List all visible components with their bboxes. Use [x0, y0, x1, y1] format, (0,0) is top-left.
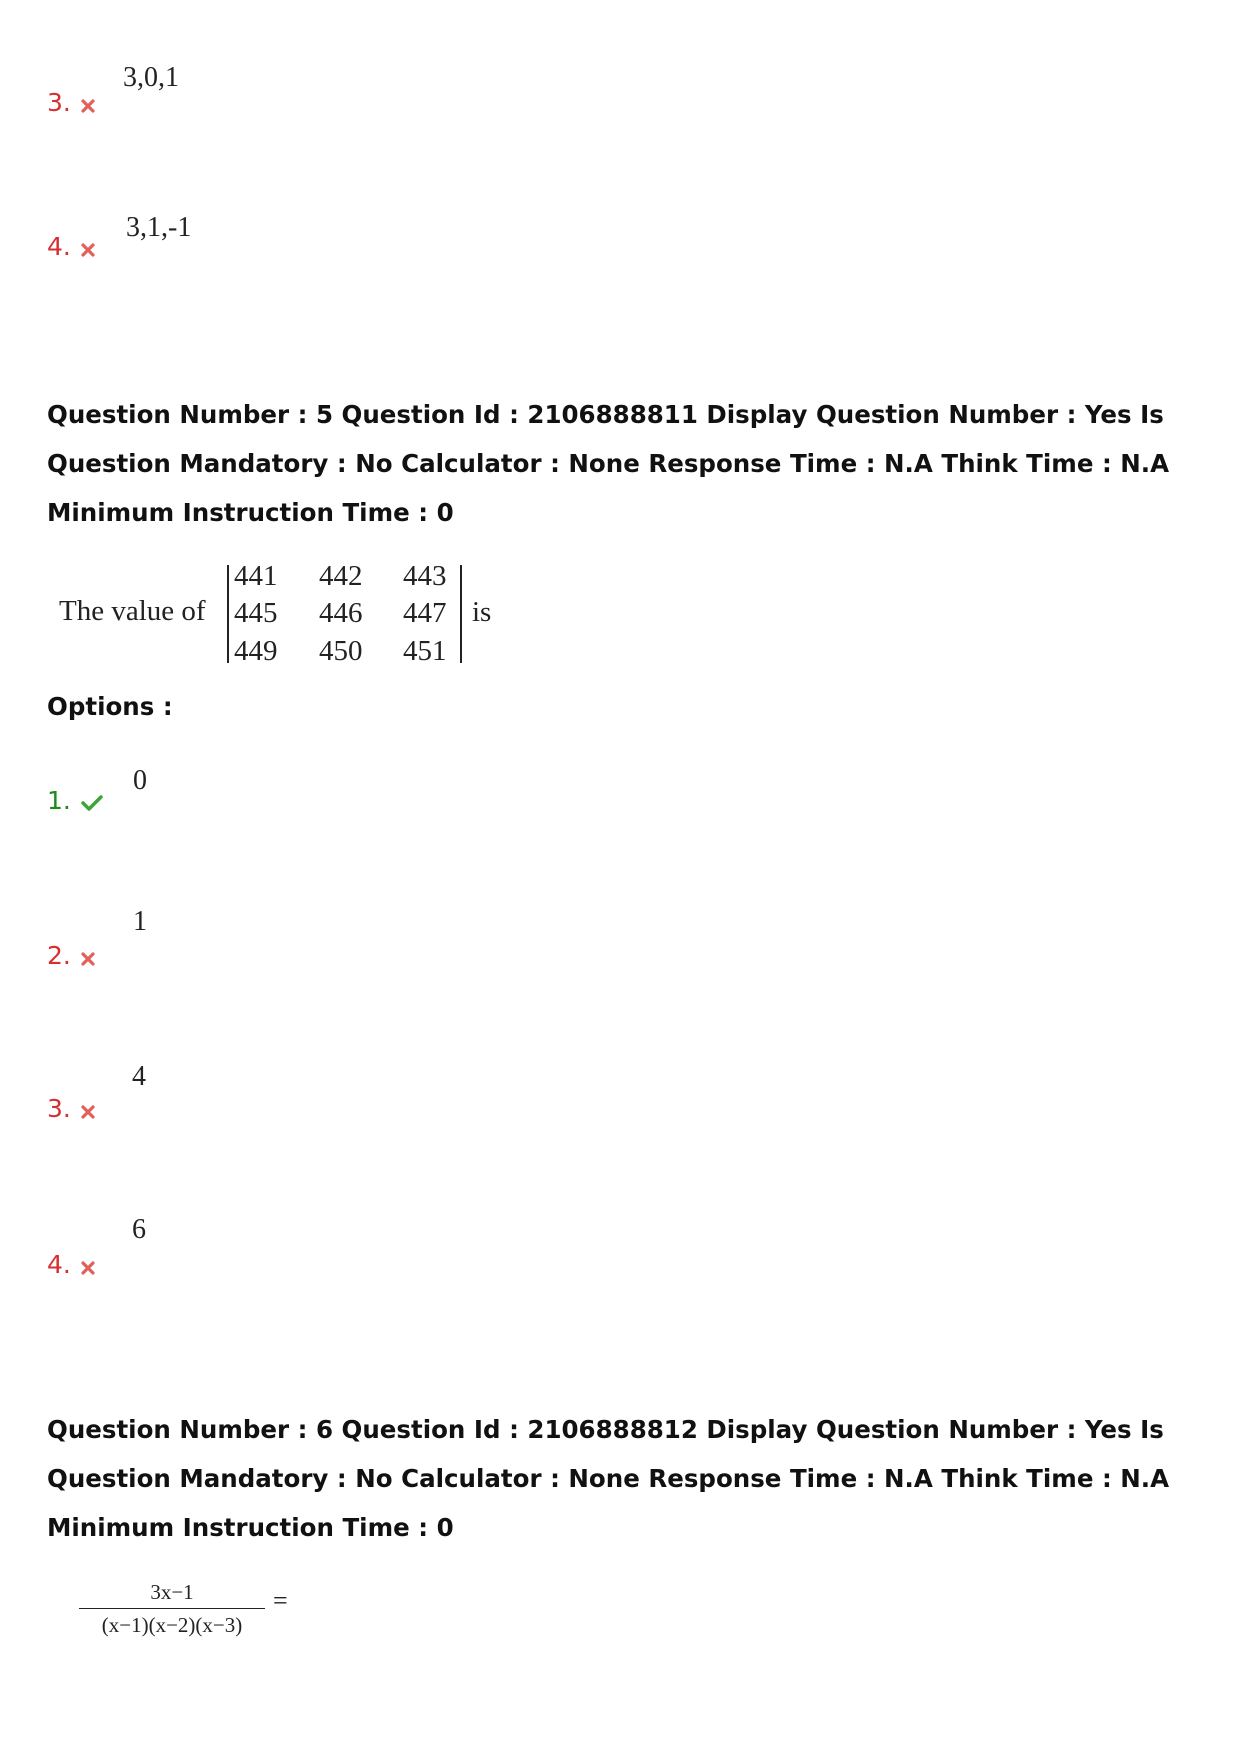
option-value: 3,0,1 [123, 62, 179, 93]
equals-sign: = [273, 1586, 288, 1615]
matrix-cell: 442 [319, 560, 363, 592]
matrix-cell: 443 [403, 560, 447, 592]
cross-icon [81, 1096, 95, 1126]
options-label: Options : [47, 692, 173, 721]
option-number: 3. [47, 1094, 71, 1123]
question-5-prefix: The value of [59, 595, 206, 627]
cross-icon [81, 90, 95, 120]
matrix-cell: 441 [234, 560, 278, 592]
matrix-cell: 451 [403, 635, 447, 667]
option-4[interactable] [47, 1250, 95, 1282]
question-5-suffix: is [472, 596, 492, 628]
check-icon [81, 788, 103, 818]
matrix-cell: 450 [319, 635, 363, 667]
matrix-cell: 445 [234, 597, 278, 629]
matrix-cell: 446 [319, 597, 363, 629]
fraction-bar [79, 1608, 265, 1609]
option-3-prev [47, 88, 95, 120]
option-3[interactable] [47, 1094, 95, 1126]
question-5-meta: Question Number : 5 Question Id : 2106888811 Display Question Number : Yes Is Question Mandatory : No Calculator : None Response Time : N.A Think Time : N.A Minimum Instruction Time : 0 [47, 400, 1170, 527]
option-value: 1 [133, 906, 147, 937]
fraction-numerator: 3x−1 [150, 1580, 194, 1604]
question-6-meta: Question Number : 6 Question Id : 2106888812 Display Question Number : Yes Is Question Mandatory : No Calculator : None Response Time : N.A Think Time : N.A Minimum Instruction Time : 0 [47, 1415, 1170, 1542]
fraction-denominator: (x−1)(x−2)(x−3) [101, 1613, 243, 1637]
option-number: 4. [47, 232, 71, 261]
cross-icon [81, 943, 95, 973]
option-number: 4. [47, 1250, 71, 1279]
option-value: 3,1,-1 [126, 212, 192, 243]
option-2[interactable] [47, 941, 95, 973]
option-value: 6 [132, 1214, 146, 1245]
option-4-prev [47, 232, 95, 264]
matrix-cell: 449 [234, 635, 278, 667]
option-number: 2. [47, 941, 71, 970]
option-1[interactable] [47, 786, 103, 818]
cross-icon [81, 1252, 95, 1282]
option-value: 4 [132, 1061, 146, 1092]
option-number: 3. [47, 88, 71, 117]
option-value: 0 [133, 765, 147, 796]
matrix-cell: 447 [403, 597, 447, 629]
option-number: 1. [47, 786, 71, 815]
cross-icon [81, 234, 95, 264]
